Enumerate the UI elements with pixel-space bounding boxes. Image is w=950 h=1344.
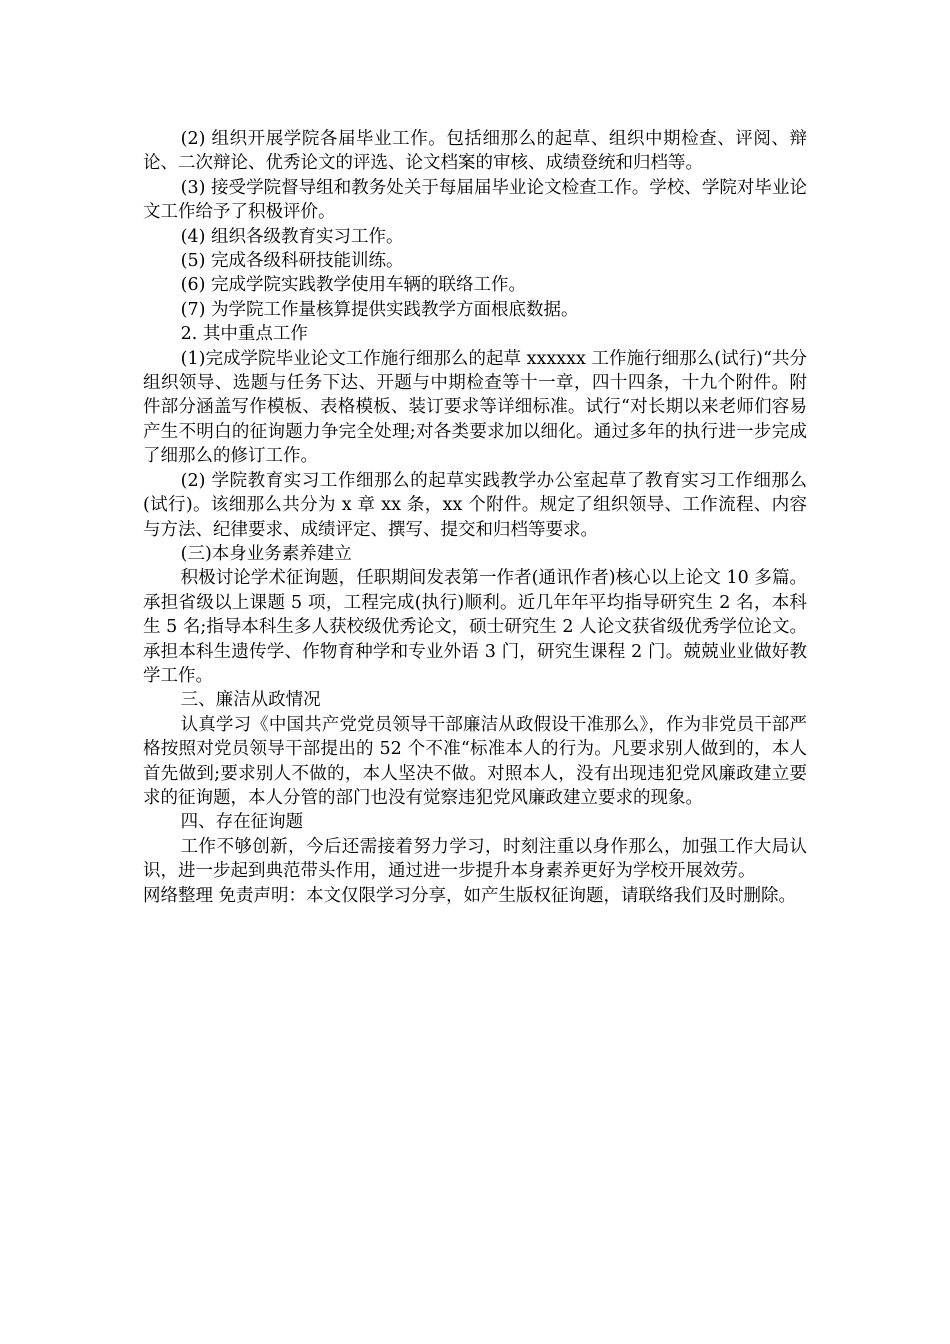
paragraph-problems: 工作不够创新，今后还需接着努力学习，时刻注重以身作那么，加强工作大局认识，进一步起到典范带头作用，通过进一步提升本身素养更好为学校开展效劳。 bbox=[143, 836, 807, 882]
section-heading-key-work: 2. 其中重点工作 bbox=[180, 324, 308, 345]
paragraph-research-training: (5) 完成各级科研技能训练。 bbox=[180, 251, 404, 272]
paragraph-graduation-work: (2) 组织开展学院各届毕业工作。包括细那么的起草、组织中期检查、评阅、辩论、二次辩论、优秀论文的评选、论文档案的审核、成绩登统和归档等。 bbox=[143, 129, 807, 174]
paragraph-thesis-rules: (1)完成学院毕业论文工作施行细那么的起草 xxxxxx 工作施行细那么(试行)“共分组织领导、选题与任务下达、开题与中期检查等十一章，四十四条，十九个附件。附件部分涵盖写作模板、表格模板、装订要求等详细标准。试行“对长期以来老师们容易产生不明白的征询题力争完全处理;对各类要求加以细化。通过多年的执行进一步完成了细那么的修订工作。 bbox=[143, 348, 807, 467]
section-heading-integrity: 三、廉洁从政情况 bbox=[180, 690, 321, 711]
paragraph-vehicles: (6) 完成学院实践教学使用车辆的联络工作。 bbox=[180, 275, 526, 296]
paragraph-integrity: 认真学习《中国共产党党员领导干部廉洁从政假设干准那么》，作为非党员干部严格按照对党员领导干部提出的 52 个不准“标准本人的行为。凡要求别人做到的，本人首先做到;要求别人不做的，本人坚决不做。对照本人，没有出现违犯党风廉政建立要求的征询题，本人分管的部门也没有觉察违犯党风廉政建立要求的现象。 bbox=[143, 714, 807, 808]
paragraph-internship: (4) 组织各级教育实习工作。 bbox=[180, 226, 404, 247]
disclaimer: 网络整理 免责声明：本文仅限学习分享，如产生版权征询题，请联络我们及时删除。 bbox=[143, 885, 797, 906]
document-body bbox=[143, 127, 807, 908]
paragraph-inspection: (3) 接受学院督导组和教务处关于每届届毕业论文检查工作。学校、学院对毕业论文工作给予了积极评价。 bbox=[143, 177, 807, 223]
section-heading-professional-quality: (三)本身业务素养建立 bbox=[180, 543, 352, 564]
paragraph-academic-research: 积极讨论学术征询题，任职期间发表第一作者(通讯作者)核心以上论文 10 多篇。承担省级以上课题 5 项，工程完成(执行)顺利。近几年年平均指导研究生 2 名，本科生 5 名;指导本科生多人获校级优秀论文，硕士研究生 2 人论文获省级优秀学位论文。承担本科生遗传学、作物育种学和专业外语 3 门，研究生课程 2 门。兢兢业业做好教学工作。 bbox=[143, 568, 807, 686]
section-heading-problems: 四、存在征询题 bbox=[180, 812, 304, 833]
paragraph-internship-rules: (2) 学院教育实习工作细那么的起草实践教学办公室起草了教育实习工作细那么(试行)。该细那么共分为 x 章 xx 条，xx 个附件。规定了组织领导、工作流程、内容与方法、纪律要求、成绩评定、撰写、提交和归档等要求。 bbox=[143, 470, 807, 540]
paragraph-workload-data: (7) 为学院工作量核算提供实践教学方面根底数据。 bbox=[180, 299, 579, 320]
